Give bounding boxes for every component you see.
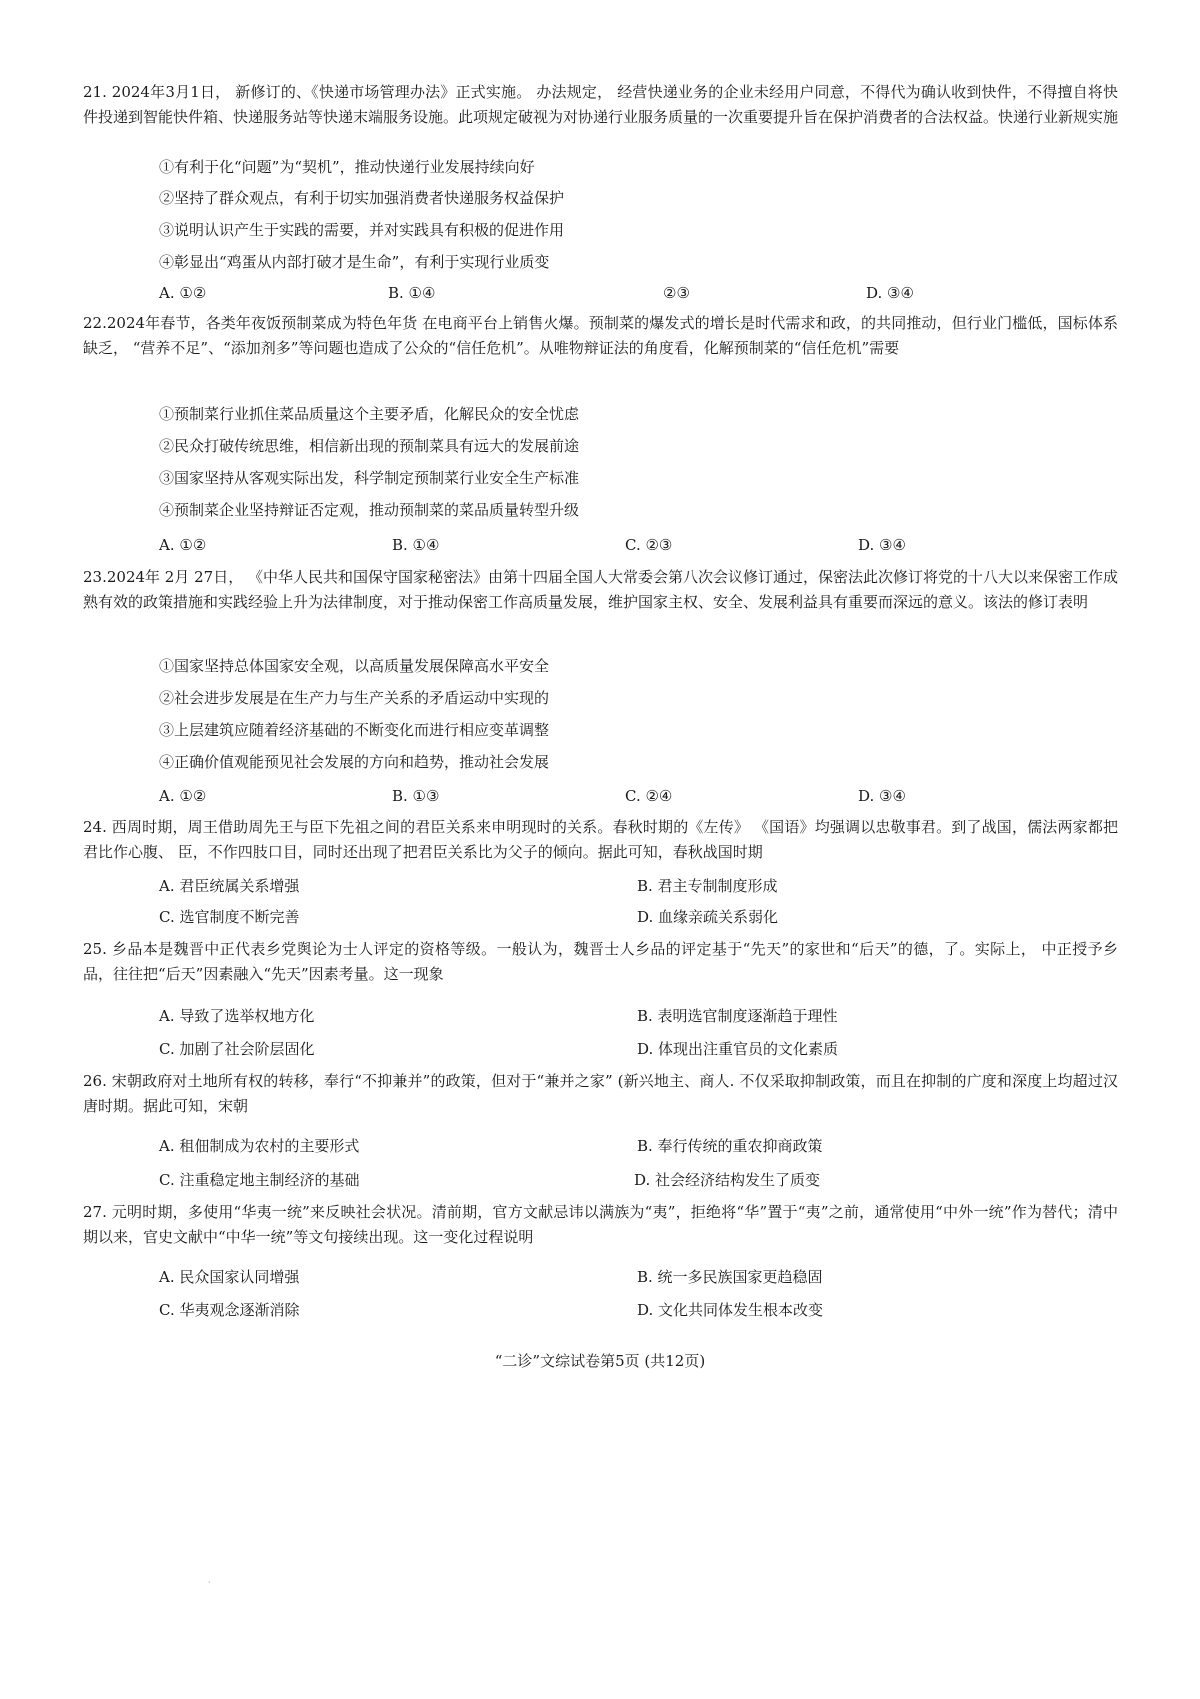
question-22-statement-1: ①预制菜行业抓住菜品质量这个主要矛盾，化解民众的安全忧虑 <box>159 405 580 423</box>
question-25-stem: 25. 乡品本是魏晋中正代表乡党舆论为士人评定的资格等级。一般认为，魏晋士人乡品的评定基于“先天”的家世和“后天”的德，了。实际上， 中正授予乡品，往往把“后天”因素融入“先天”因素考量。这一现象 <box>83 940 1118 983</box>
question-21-statement-4: ④彰显出“鸡蛋从内部打破才是生命”，有利于实现行业质变 <box>159 253 550 271</box>
question-22-choice-d: D. ③④ <box>858 536 906 554</box>
question-25-choice-b: B. 表明选官制度逐渐趋于理性 <box>637 1007 838 1025</box>
page-footer: “二诊”文综试卷第5页 (共12页) <box>494 1352 706 1370</box>
question-21-choice-a: A. ①② <box>159 284 207 302</box>
question-21-statement-2: ②坚持了群众观点，有利于切实加强消费者快递服务权益保护 <box>159 189 565 207</box>
question-27-choice-a: A. 民众国家认同增强 <box>159 1268 300 1286</box>
question-22-statement-3: ③国家坚持从客观实际出发，科学制定预制菜行业安全生产标准 <box>159 469 580 487</box>
question-24-stem: 24. 西周时期，周王借助周先王与臣下先祖之间的君臣关系来申明现时的关系。春秋时期的《左传》 《国语》均强调以忠敬事君。到了战国，儒法两家都把君比作心腹、 臣，不作四肢口目，同时还出现了把君臣关系比为父子的倾向。据此可知，春秋战国时期 <box>83 818 1118 861</box>
question-21-choice-d: D. ③④ <box>866 284 914 302</box>
question-23-choice-c: C. ②④ <box>625 787 673 805</box>
question-21-stem: 21. 2024年3月1日， 新修订的、《快递市场管理办法》正式实施。 办法规定， 经营快递业务的企业未经用户同意，不得代为确认收到快件，不得擅自将快件投递到智能快件箱、快递服务站等快递末端服务设施。此项规定破视为对协递行业服务质量的一次重要提升旨在保护消费者的合法权益。快递行业新规实施 <box>83 83 1119 126</box>
question-26-choice-c: C. 注重稳定地主制经济的基础 <box>159 1171 360 1189</box>
question-26-choice-b: B. 奉行传统的重农抑商政策 <box>637 1137 823 1155</box>
question-27-choice-c: C. 华夷观念逐渐消除 <box>159 1301 300 1319</box>
question-24-choice-a: A. 君臣统属关系增强 <box>159 877 300 895</box>
question-21-statement-1: ①有利于化“问题”为“契机”，推动快递行业发展持续向好 <box>159 158 535 176</box>
question-23-choice-a: A. ①② <box>159 787 207 805</box>
question-21-choice-b: B. ①④ <box>388 284 436 302</box>
question-22-statement-4: ④预制菜企业坚持辩证否定观，推动预制菜的菜品质量转型升级 <box>159 501 580 519</box>
question-23-choice-b: B. ①③ <box>392 787 440 805</box>
stray-mark: · <box>208 1578 211 1587</box>
question-23-stem: 23.2024年 2月 27日， 《中华人民共和国保守国家秘密法》由第十四届全国人大常委会第八次会议修订通过，保密法此次修订将党的十八大以来保密工作成熟有效的政策措施和实践经验上升为法律制度，对于推动保密工作高质量发展，维护国家主权、安全、发展利益具有重要而深远的意义。该法的修订表明 <box>83 568 1118 611</box>
question-23-statement-4: ④正确价值观能预见社会发展的方向和趋势，推动社会发展 <box>159 753 550 771</box>
question-25-choice-d: D. 体现出注重官员的文化素质 <box>637 1040 839 1058</box>
question-22-statement-2: ②民众打破传统思维，相信新出现的预制菜具有远大的发展前途 <box>159 437 580 455</box>
question-25-choice-a: A. 导致了选举权地方化 <box>159 1007 315 1025</box>
question-21-choice-c: ②③ <box>663 284 690 302</box>
question-27-stem: 27. 元明时期，多使用“华夷一统”来反映社会状况。清前期，官方文献忌讳以满族为“夷”，拒绝将“华”置于“夷”之前，通常使用“中外一统”作为替代；清中期以来，官史文献中“中华一统”等文句接续出现。这一变化过程说明 <box>83 1203 1118 1246</box>
question-22-choice-a: A. ①② <box>159 536 207 554</box>
question-26-choice-d: D. 社会经济结构发生了质变 <box>634 1171 821 1189</box>
question-22-choice-b: B. ①④ <box>392 536 440 554</box>
question-21-statement-3: ③说明认识产生于实践的需要，并对实践具有积极的促进作用 <box>159 221 565 239</box>
question-24-choice-b: B. 君主专制制度形成 <box>637 877 778 895</box>
question-27-choice-b: B. 统一多民族国家更趋稳固 <box>637 1268 823 1286</box>
question-23-choice-d: D. ③④ <box>858 787 906 805</box>
question-22-stem: 22.2024年春节，各类年夜饭预制菜成为特色年货 在电商平台上销售火爆。预制菜的爆发式的增长是时代需求和政，的共同推动，但行业门槛低，国标体系缺乏， “营养不足”、“添加剂多”等问题也造成了公众的“信任危机”。从唯物辩证法的角度看，化解预制菜的“信任危机”需要 <box>83 314 1118 357</box>
question-23-statement-1: ①国家坚持总体国家安全观，以高质量发展保障高水平安全 <box>159 657 550 675</box>
question-25-choice-c: C. 加剧了社会阶层固化 <box>159 1040 315 1058</box>
question-22-choice-c: C. ②③ <box>625 536 673 554</box>
question-23-statement-3: ③上层建筑应随着经济基础的不断变化而进行相应变革调整 <box>159 721 550 739</box>
question-24-choice-c: C. 选官制度不断完善 <box>159 908 300 926</box>
question-26-choice-a: A. 租佃制成为农村的主要形式 <box>159 1137 360 1155</box>
question-24-choice-d: D. 血缘亲疏关系弱化 <box>637 908 779 926</box>
question-27-choice-d: D. 文化共同体发生根本改变 <box>637 1301 824 1319</box>
question-26-stem: 26. 宋朝政府对土地所有权的转移，奉行“不抑兼并”的政策，但对于“兼并之家” (新兴地主、商人. 不仅采取抑制政策，而且在抑制的广度和深度上均超过汉唐时期。据此可知，宋朝 <box>83 1072 1118 1115</box>
question-23-statement-2: ②社会进步发展是在生产力与生产关系的矛盾运动中实现的 <box>159 689 550 707</box>
